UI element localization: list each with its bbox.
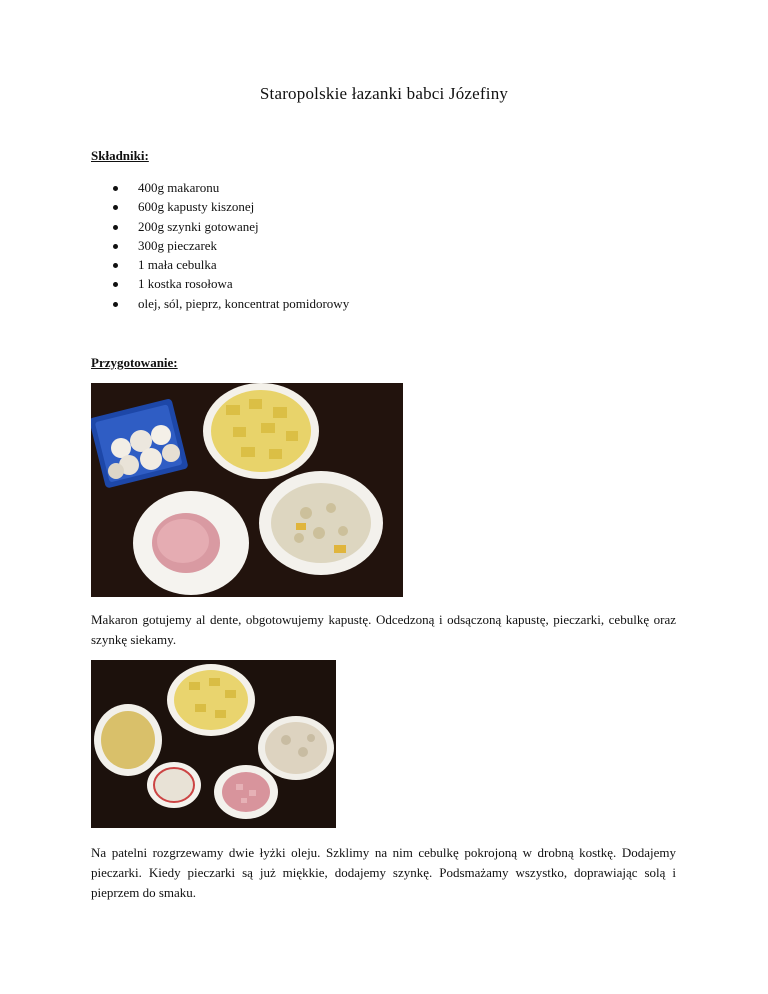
- step-paragraph-2: Na patelni rozgrzewamy dwie łyżki oleju. Szklimy na nim cebulkę pokrojoną w drobną kostkę. Dodajemy pieczarki. Kiedy pieczarki są już miękkie, dodajemy szynkę. Podsmażamy wszystko, doprawiając solą i pieprzem do smaku.: [91, 845, 676, 900]
- ingredients-photo: [91, 383, 403, 597]
- chopped-ingredients-photo: [91, 660, 336, 828]
- ingredient-item: 1 kostka rosołowa: [110, 274, 349, 293]
- ingredient-item: 300g pieczarek: [110, 236, 349, 255]
- ingredient-item: 600g kapusty kiszonej: [110, 197, 349, 216]
- step-paragraph-1: Makaron gotujemy al dente, obgotowujemy kapustę. Odcedzoną i odsączoną kapustę, pieczarki, cebulkę oraz szynkę siekamy.: [91, 612, 676, 647]
- ingredients-heading: Składniki:: [91, 148, 149, 163]
- document-title: Staropolskie łazanki babci Józefiny: [259, 84, 509, 103]
- ingredient-item: 1 mała cebulka: [110, 255, 349, 274]
- chopped-ingredients-drawing: [91, 660, 336, 828]
- preparation-heading: Przygotowanie:: [91, 355, 178, 370]
- ingredients-list: [110, 178, 349, 313]
- ingredients-photo-drawing: [91, 383, 403, 597]
- ingredient-item: 400g makaronu: [110, 178, 349, 197]
- ingredient-item: 200g szynki gotowanej: [110, 217, 349, 236]
- ingredient-item: olej, sól, pieprz, koncentrat pomidorowy: [110, 294, 349, 313]
